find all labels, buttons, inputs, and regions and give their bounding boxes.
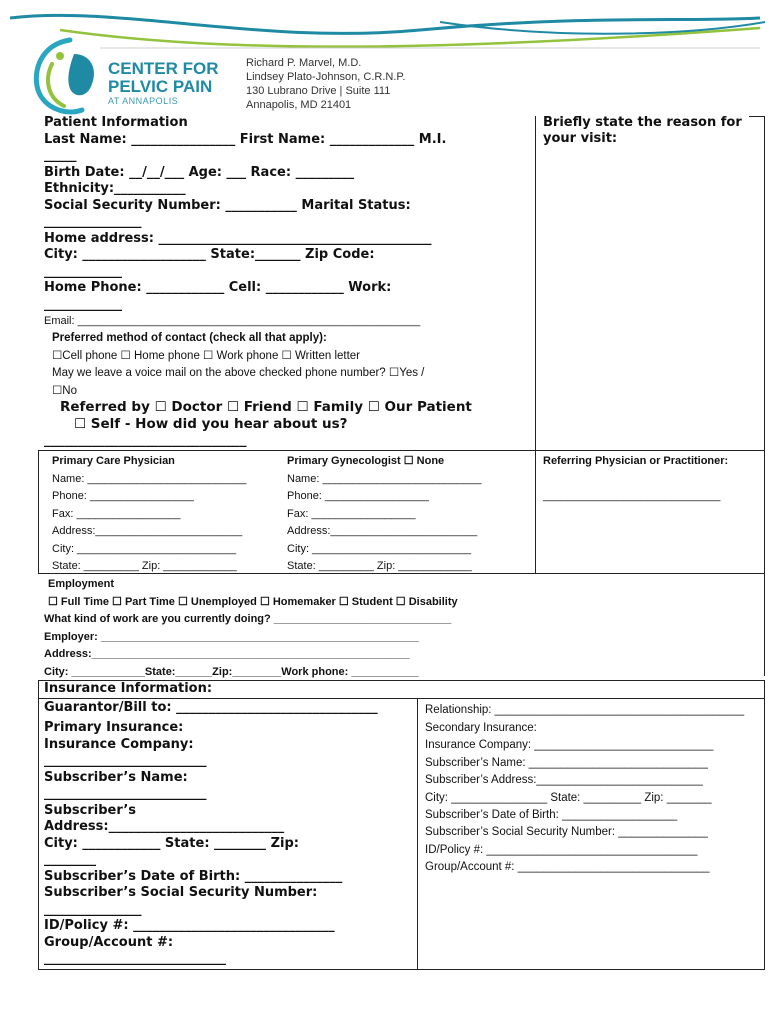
frame-bottom-border	[38, 969, 765, 970]
city-state-zip-field[interactable]: City: ___________________ State:_______ Zip Code:	[44, 247, 375, 262]
logo-emblem	[30, 36, 104, 116]
logo-line-2: PELVIC PAIN	[108, 77, 213, 96]
logo-line-1: CENTER FOR	[108, 59, 219, 78]
employer-city-field[interactable]: City: ____________State:______Zip:________Work phone: ___________	[44, 665, 419, 678]
voicemail-no-option[interactable]: ☐No	[52, 384, 78, 397]
referred-self-option[interactable]: ☐ Self - How did you hear about us?	[74, 415, 348, 432]
frame-left-insurance	[38, 680, 39, 970]
secondary-ssn-field[interactable]: Subscriber’s Social Security Number: ______________	[425, 826, 708, 839]
secondary-dob-field[interactable]: Subscriber’s Date of Birth: __________________	[425, 809, 678, 822]
contact-heading: Preferred method of contact (check all that apply):	[52, 332, 327, 344]
secondary-insurance-heading: Secondary Insurance:	[425, 722, 537, 734]
work-phone-blank[interactable]: ____________	[44, 296, 122, 312]
doctor-1: Richard P. Marvel, M.D.	[246, 57, 362, 69]
frame-divider-referring	[535, 450, 536, 573]
reason-label-1: Briefly state the reason for	[543, 115, 742, 130]
contact-section	[52, 330, 424, 400]
frame-right-border	[764, 116, 765, 676]
phone-fields[interactable]: Home Phone: ____________ Cell: ____________ Work:	[44, 280, 392, 295]
secondary-policy-field[interactable]: ID/Policy #: _________________________________	[425, 843, 698, 856]
mi-field[interactable]: _____	[44, 148, 77, 163]
voicemail-question[interactable]: May we leave a voice mail on the above checked phone number? ☐Yes /	[52, 367, 425, 379]
employer-field[interactable]: Employer: ____________________________________________________	[44, 630, 419, 643]
birth-age-race-field[interactable]: Birth Date: __/__/___ Age: ___ Race: _________	[44, 164, 355, 180]
logo-line-3: AT ANNAPOLIS	[108, 96, 179, 106]
employer-address-field[interactable]: Address:____________________________________________________	[44, 648, 410, 660]
primary-subscriber-name-label: Subscriber’s Name:	[44, 769, 188, 785]
patient-info-heading: Patient Information	[44, 115, 188, 130]
primary-group-field[interactable]: ____________________________	[44, 951, 226, 966]
primary-ssn-label: Subscriber’s Social Security Number:	[44, 885, 318, 900]
employment-options[interactable]: ☐ Full Time ☐ Part Time ☐ Unemployed ☐ Homemaker ☐ Student ☐ Disability	[48, 595, 458, 608]
referring-field[interactable]: _____________________________	[543, 489, 721, 502]
gyn-city-field[interactable]: City: __________________________	[287, 542, 472, 555]
primary-address-field[interactable]: Address:___________________________	[44, 819, 285, 834]
primary-insurance-section	[44, 720, 342, 968]
referring-heading: Referring Physician or Practitioner:	[543, 455, 729, 467]
pcp-city-field[interactable]: City: __________________________	[52, 542, 237, 555]
logo-wordmark	[108, 60, 219, 107]
primary-zip-blank[interactable]: ________	[44, 852, 96, 867]
pcp-fax-field[interactable]: Fax: _________________	[52, 507, 181, 520]
secondary-city-field[interactable]: City: _______________ State: _________ Zip: _______	[425, 791, 712, 804]
work-kind-field[interactable]: What kind of work are you currently doing? _____________________________	[44, 613, 452, 625]
contact-options[interactable]: ☐Cell phone ☐ Home phone ☐ Work phone ☐ Written letter	[52, 349, 361, 362]
gyn-phone-field[interactable]: Phone: _________________	[287, 490, 429, 502]
zip-blank[interactable]: ____________	[44, 263, 122, 279]
reason-section	[543, 115, 742, 147]
patient-info-section	[44, 115, 446, 313]
practice-info	[246, 56, 405, 112]
name-field[interactable]: Last Name: ________________ First Name: _____________ M.I.	[44, 131, 447, 147]
home-address-field[interactable]: Home address: __________________________________________	[44, 230, 432, 246]
frame-right-insurance	[764, 680, 765, 970]
insurance-heading: Insurance Information:	[44, 681, 213, 696]
relationship-field[interactable]: Relationship: _______________________________________	[425, 704, 745, 716]
pcp-phone-field[interactable]: Phone: _________________	[52, 490, 194, 502]
secondary-subscriber-name-field[interactable]: Subscriber’s Name: ____________________________	[425, 756, 708, 769]
frame-divider-secondary	[417, 698, 418, 970]
pcp-heading: Primary Care Physician	[52, 455, 175, 467]
pcp-name-field[interactable]: Name: __________________________	[52, 472, 247, 485]
letterhead	[0, 0, 770, 120]
referred-section	[44, 399, 472, 449]
gyn-state-zip-field[interactable]: State: _________ Zip: ____________	[287, 560, 472, 572]
primary-subscriber-name-field[interactable]: _________________________	[44, 786, 207, 801]
doctor-2: Lindsey Plato-Johnson, C.R.N.P.	[246, 71, 406, 83]
address-line-2: Annapolis, MD 21401	[246, 99, 352, 111]
frame-hline-guarantor	[38, 698, 765, 699]
primary-city-field[interactable]: City: ____________ State: ________ Zip:	[44, 835, 299, 851]
primary-group-label: Group/Account #:	[44, 934, 174, 950]
guarantor-field[interactable]: Guarantor/Bill to: _______________________________	[44, 700, 378, 715]
pcp-address-field[interactable]: Address:________________________	[52, 525, 243, 537]
pcp-state-zip-field[interactable]: State: _________ Zip: ____________	[52, 560, 237, 572]
referred-blank[interactable]: ______________________________	[44, 432, 247, 448]
primary-dob-field[interactable]: Subscriber’s Date of Birth: _______________	[44, 868, 343, 884]
ssn-marital-field[interactable]: Social Security Number: ___________ Marital Status:	[44, 197, 411, 213]
frame-hline-physicians	[38, 450, 765, 451]
reason-label-2: your visit:	[543, 131, 618, 146]
pcp-section	[52, 453, 247, 576]
secondary-address-field[interactable]: Subscriber’s Address:__________________________	[425, 774, 703, 787]
secondary-group-field[interactable]: Group/Account #: ______________________________	[425, 861, 710, 874]
referred-options[interactable]: Referred by ☐ Doctor ☐ Friend ☐ Family ☐ Our Patient	[60, 399, 472, 415]
primary-insurance-heading: Primary Insurance:	[44, 720, 184, 735]
gyn-heading[interactable]: Primary Gynecologist ☐ None	[287, 455, 445, 467]
primary-company-label: Insurance Company:	[44, 736, 194, 752]
primary-company-field[interactable]: _________________________	[44, 753, 207, 768]
frame-divider-reason	[535, 116, 536, 450]
secondary-company-field[interactable]: Insurance Company: ____________________________	[425, 739, 714, 752]
primary-ssn-field[interactable]: _______________	[44, 901, 142, 917]
frame-corner	[749, 116, 765, 117]
marital-blank[interactable]: _______________	[44, 214, 142, 229]
primary-subscriber-label: Subscriber’s	[44, 802, 136, 818]
gyn-section	[287, 453, 482, 576]
email-field[interactable]: Email: ________________________________________________________	[44, 315, 421, 327]
ethnicity-field[interactable]: Ethnicity:___________	[44, 181, 186, 196]
gyn-fax-field[interactable]: Fax: _________________	[287, 507, 416, 520]
gyn-name-field[interactable]: Name: __________________________	[287, 472, 482, 485]
employment-section	[44, 576, 458, 681]
frame-left-physicians	[38, 450, 39, 573]
address-line-1: 130 Lubrano Drive | Suite 111	[246, 85, 391, 97]
referring-section	[543, 453, 728, 505]
gyn-address-field[interactable]: Address:________________________	[287, 525, 478, 537]
employment-heading: Employment	[48, 578, 115, 590]
primary-policy-field[interactable]: ID/Policy #: _______________________________	[44, 918, 335, 933]
secondary-insurance-section	[425, 720, 713, 877]
